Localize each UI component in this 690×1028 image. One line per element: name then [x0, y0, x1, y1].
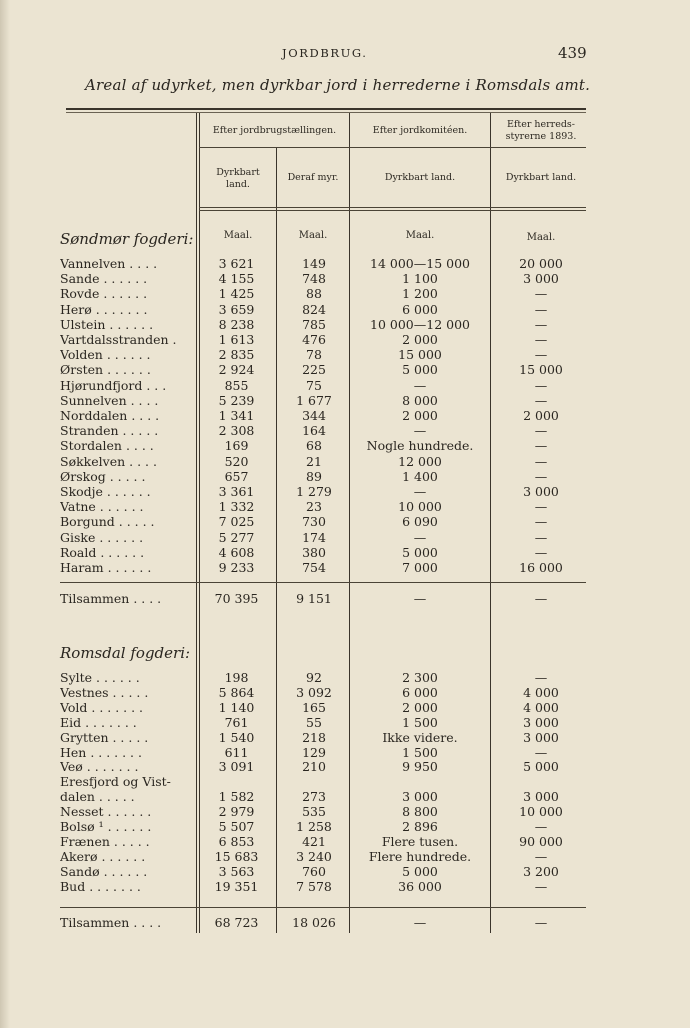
cell-value: —	[413, 423, 427, 439]
cell-value: 6 000	[402, 684, 438, 700]
unit-label: Maal.	[405, 230, 435, 241]
cell-value: —	[534, 438, 548, 454]
total-row	[0, 591, 690, 606]
row-label: Sande . . . . . .	[60, 271, 148, 287]
cell-value: 165	[302, 699, 326, 715]
cell-value: 3 621	[218, 256, 255, 271]
cell-value: Flere hundrede.	[368, 848, 472, 864]
running-head	[0, 46, 690, 62]
table-row	[0, 438, 690, 453]
cell-value: 2 000	[402, 332, 438, 347]
row-label: Vold . . . . . . .	[60, 699, 144, 715]
column-group-header: Efter jordbrugstællingen.	[212, 125, 337, 136]
row-label: Bolsø ¹ . . . . . .	[60, 819, 152, 834]
cell-value: 23	[306, 499, 322, 515]
cell-value: 6 853	[218, 833, 255, 849]
cell-value: 476	[302, 332, 326, 347]
cell-value: 1 400	[402, 468, 438, 484]
cell-value: 14 000—15 000	[370, 256, 470, 271]
cell-value: 3 000	[523, 789, 559, 805]
cell-value: 16 000	[519, 560, 563, 575]
cell-value: 7 025	[218, 514, 255, 530]
cell-value: 273	[302, 789, 326, 805]
cell-value: 15 000	[519, 362, 563, 378]
cell-value: 20 000	[519, 256, 563, 271]
header-rule	[199, 210, 586, 211]
cell-value: —	[413, 591, 427, 606]
cell-value: 10 000	[519, 804, 563, 820]
cell-value: 754	[302, 560, 326, 575]
cell-value: 2 000	[402, 699, 438, 715]
cell-value: 169	[224, 438, 249, 454]
row-label: Roald . . . . . .	[60, 544, 145, 560]
cell-value: —	[534, 670, 548, 685]
table-row	[0, 819, 690, 834]
row-label: Vartdalsstranden .	[60, 332, 177, 347]
cell-value: 2 835	[218, 347, 255, 363]
table-row	[0, 530, 690, 545]
row-label: Vatne . . . . . .	[60, 499, 144, 515]
cell-value: 3 000	[523, 271, 559, 287]
column-header: land.	[226, 179, 250, 190]
cell-value: —	[534, 514, 548, 530]
table-row	[0, 789, 690, 804]
section-title: Søndmør fogderi:	[60, 230, 194, 248]
cell-value: 18 026	[292, 915, 336, 930]
table-row	[0, 362, 690, 377]
cell-value: 4 000	[523, 699, 559, 715]
table-row	[0, 834, 690, 849]
cell-value: —	[534, 423, 548, 439]
cell-value: 1 677	[296, 392, 332, 408]
cell-value: 5 864	[218, 684, 255, 700]
cell-value: 210	[302, 759, 326, 775]
cell-value: 2 000	[523, 408, 559, 423]
cell-value: 19 351	[214, 878, 259, 894]
cell-value: 2 979	[218, 804, 255, 820]
cell-value: —	[413, 484, 427, 499]
cell-value: —	[534, 286, 548, 302]
table-row	[0, 514, 690, 529]
column-group-header: styrerne 1893.	[505, 131, 577, 142]
row-label: Stranden . . . . .	[60, 423, 159, 439]
cell-value: 1 100	[402, 271, 438, 287]
row-label: Ørsten . . . . . .	[60, 362, 151, 378]
row-label: Nesset . . . . . .	[60, 804, 152, 820]
cell-value: 2 924	[218, 362, 255, 378]
table-row	[0, 423, 690, 438]
row-label: Giske . . . . . .	[60, 529, 144, 545]
row-label: Borgund . . . . .	[60, 514, 155, 530]
cell-value: 68 723	[214, 915, 259, 930]
cell-value: 10 000	[398, 499, 442, 515]
cell-value: 129	[302, 744, 326, 760]
cell-value: —	[534, 544, 548, 560]
unit-label: Maal.	[223, 230, 253, 241]
cell-value: 3 659	[218, 301, 255, 317]
column-header: Dyrkbart	[216, 167, 260, 178]
cell-value: 9 151	[296, 591, 332, 606]
cell-value: —	[534, 819, 548, 834]
row-label: Norddalen . . . .	[60, 408, 160, 423]
cell-value: 21	[306, 453, 322, 469]
cell-value: 5 000	[402, 544, 438, 560]
cell-value: 89	[306, 468, 322, 484]
row-label: Ørskog . . . . .	[60, 468, 146, 484]
row-label: Rovde . . . . . .	[60, 286, 148, 302]
table-row	[0, 774, 690, 789]
cell-value: 611	[224, 744, 249, 760]
row-label: Vestnes . . . . .	[60, 684, 149, 700]
cell-value: 3 091	[218, 759, 255, 775]
cell-value: 1 279	[296, 484, 332, 499]
cell-value: 5 000	[402, 362, 438, 378]
column-header: Dyrkbart land.	[505, 172, 577, 183]
table-row	[0, 469, 690, 484]
cell-value: 90 000	[519, 833, 563, 849]
table-row	[0, 849, 690, 864]
table-row	[0, 317, 690, 332]
table-row	[0, 804, 690, 819]
row-label: Stordalen . . . .	[60, 438, 154, 454]
cell-value: 70 395	[214, 591, 259, 606]
cell-value: 824	[302, 301, 326, 317]
table-row	[0, 545, 690, 560]
cell-value: 1 425	[218, 286, 255, 302]
cell-value: 3 361	[218, 484, 255, 499]
column-header: Dyrkbart land.	[384, 172, 456, 183]
row-label: Sunnelven . . . .	[60, 392, 159, 408]
cell-value: 5 239	[218, 392, 255, 408]
row-label: Hen . . . . . . .	[60, 744, 142, 760]
cell-value: 10 000—12 000	[370, 316, 470, 332]
row-label: Bud . . . . . . .	[60, 878, 141, 894]
table-top-rule	[66, 108, 586, 110]
table-row	[0, 745, 690, 760]
cell-value: 1 613	[218, 332, 255, 347]
cell-value: 1 540	[218, 729, 255, 745]
cell-value: 12 000	[398, 453, 442, 469]
cell-value: 5 277	[218, 529, 255, 545]
cell-value: 4 000	[523, 684, 559, 700]
cell-value: 5 507	[218, 819, 255, 834]
cell-value: 785	[302, 316, 326, 332]
cell-value: —	[534, 499, 548, 515]
cell-value: 8 000	[402, 392, 438, 408]
cell-value: —	[534, 453, 548, 469]
cell-value: 730	[302, 514, 326, 530]
page-number: 439	[558, 44, 587, 62]
table-row	[0, 560, 690, 575]
column-group-header: Efter herreds-	[506, 119, 576, 130]
cell-value: 5 000	[523, 759, 559, 775]
cell-value: —	[534, 468, 548, 484]
row-label: Haram . . . . . .	[60, 560, 152, 575]
cell-value: —	[413, 529, 427, 545]
cell-value: 1 582	[218, 789, 255, 805]
running-head-title: JORDBRUG.	[282, 46, 368, 60]
row-label: Eid . . . . . . .	[60, 714, 137, 730]
cell-value: 68	[306, 438, 322, 454]
cell-value: Nogle hundrede.	[366, 438, 474, 454]
subtotal-rule	[60, 582, 586, 583]
cell-value: 2 896	[402, 819, 438, 834]
table-row	[0, 685, 690, 700]
cell-value: 3 200	[523, 863, 559, 879]
cell-value: 380	[302, 544, 326, 560]
cell-value: 9 950	[402, 759, 438, 775]
cell-value: 535	[302, 804, 326, 820]
cell-value: 344	[302, 408, 326, 423]
unit-label: Maal.	[298, 230, 328, 241]
cell-value: 75	[306, 377, 322, 393]
table-row	[0, 715, 690, 730]
cell-value: 7 578	[296, 878, 332, 894]
row-label: Vannelven . . . .	[60, 256, 158, 271]
row-label: Veø . . . . . . .	[60, 759, 139, 775]
cell-value: 3 000	[402, 789, 438, 805]
row-label: Sandø . . . . . .	[60, 863, 148, 879]
table-row	[0, 879, 690, 894]
table-row	[0, 286, 690, 301]
cell-value: 36 000	[398, 878, 442, 894]
cell-value: 3 000	[523, 484, 559, 499]
cell-value: —	[534, 878, 548, 894]
cell-value: 1 500	[402, 744, 438, 760]
cell-value: 164	[302, 423, 326, 439]
table-row	[0, 730, 690, 745]
cell-value: 855	[224, 377, 249, 393]
table-row	[0, 700, 690, 715]
cell-value: 6 000	[402, 301, 438, 317]
cell-value: 6 090	[402, 514, 438, 530]
cell-value: 9 233	[218, 560, 255, 575]
cell-value: 92	[306, 670, 322, 685]
row-label: Eresfjord og Vist-	[60, 774, 171, 790]
column-group-header: Efter jordkomitéen.	[372, 125, 468, 136]
cell-value: 2 308	[218, 423, 255, 439]
header-rule	[199, 147, 586, 148]
cell-value: 3 000	[523, 714, 559, 730]
cell-value: 198	[224, 670, 249, 685]
row-label: Hjørundfjord . . .	[60, 377, 167, 393]
cell-value: —	[413, 377, 427, 393]
row-label: Søkkelven . . . .	[60, 453, 157, 469]
cell-value: —	[534, 744, 548, 760]
cell-value: 1 140	[218, 699, 255, 715]
cell-value: 15 683	[214, 848, 259, 864]
cell-value: —	[534, 848, 548, 864]
table-row	[0, 302, 690, 317]
cell-value: 174	[302, 529, 326, 545]
row-label: dalen . . . . .	[60, 789, 135, 805]
cell-value: —	[534, 392, 548, 408]
table-row	[0, 378, 690, 393]
cell-value: —	[534, 347, 548, 363]
cell-value: 421	[302, 833, 326, 849]
row-label: Akerø . . . . . .	[60, 848, 146, 864]
header-rule	[199, 207, 586, 208]
cell-value: 1 258	[296, 819, 332, 834]
cell-value: —	[413, 915, 427, 930]
column-header: Deraf myr.	[287, 172, 339, 183]
cell-value: 1 500	[402, 714, 438, 730]
cell-value: 657	[224, 468, 249, 484]
table-row	[0, 332, 690, 347]
row-label: Ulstein . . . . . .	[60, 316, 154, 332]
cell-value: 149	[302, 256, 326, 271]
table-row	[0, 393, 690, 408]
cell-value: —	[534, 377, 548, 393]
cell-value: —	[534, 316, 548, 332]
cell-value: 55	[306, 714, 322, 730]
table-row	[0, 864, 690, 879]
table-row	[0, 408, 690, 423]
cell-value: 15 000	[398, 347, 442, 363]
cell-value: —	[534, 301, 548, 317]
cell-value: 225	[302, 362, 326, 378]
section-title: Romsdal fogderi:	[60, 644, 191, 662]
cell-value: 3 563	[218, 863, 255, 879]
table-row	[0, 484, 690, 499]
row-label: Frænen . . . . .	[60, 833, 150, 849]
cell-value: 1 341	[218, 408, 255, 423]
table-row	[0, 670, 690, 685]
cell-value: —	[534, 529, 548, 545]
total-row	[0, 915, 690, 930]
cell-value: 760	[302, 863, 326, 879]
cell-value: 748	[302, 271, 326, 287]
cell-value: 4 608	[218, 544, 255, 560]
row-label: Tilsammen . . . .	[60, 591, 162, 606]
row-label: Herø . . . . . . .	[60, 301, 148, 317]
table-top-rule-thin	[66, 112, 586, 113]
cell-value: 3 240	[296, 848, 332, 864]
subtotal-rule	[60, 907, 586, 908]
table-row	[0, 759, 690, 774]
cell-value: 3 092	[296, 684, 332, 700]
row-label: Tilsammen . . . .	[60, 915, 162, 930]
cell-value: 78	[306, 347, 322, 363]
cell-value: 7 000	[402, 560, 438, 575]
cell-value: —	[534, 332, 548, 347]
table-row	[0, 499, 690, 514]
cell-value: 2 300	[402, 670, 438, 685]
cell-value: 761	[224, 714, 249, 730]
cell-value: 1 200	[402, 286, 438, 302]
cell-value: 88	[306, 286, 322, 302]
cell-value: 1 332	[218, 499, 255, 515]
table-row	[0, 347, 690, 362]
cell-value: —	[534, 591, 548, 606]
unit-label: Maal.	[526, 232, 556, 243]
table-row	[0, 271, 690, 286]
cell-value: Ikke videre.	[382, 729, 458, 745]
table-row	[0, 256, 690, 271]
table-title: Areal af udyrket, men dyrkbar jord i herrederne i Romsdals amt.	[85, 76, 591, 94]
cell-value: 4 155	[218, 271, 255, 287]
row-label: Skodje . . . . . .	[60, 484, 151, 499]
cell-value: 2 000	[402, 408, 438, 423]
cell-value: 520	[224, 453, 249, 469]
table-row	[0, 454, 690, 469]
cell-value: 8 238	[218, 316, 255, 332]
cell-value: Flere tusen.	[381, 833, 459, 849]
cell-value: 5 000	[402, 863, 438, 879]
cell-value: 218	[302, 729, 326, 745]
row-label: Grytten . . . . .	[60, 729, 149, 745]
row-label: Sylte . . . . . .	[60, 670, 140, 685]
cell-value: —	[534, 915, 548, 930]
cell-value: 3 000	[523, 729, 559, 745]
row-label: Volden . . . . . .	[60, 347, 151, 363]
cell-value: 8 800	[402, 804, 438, 820]
